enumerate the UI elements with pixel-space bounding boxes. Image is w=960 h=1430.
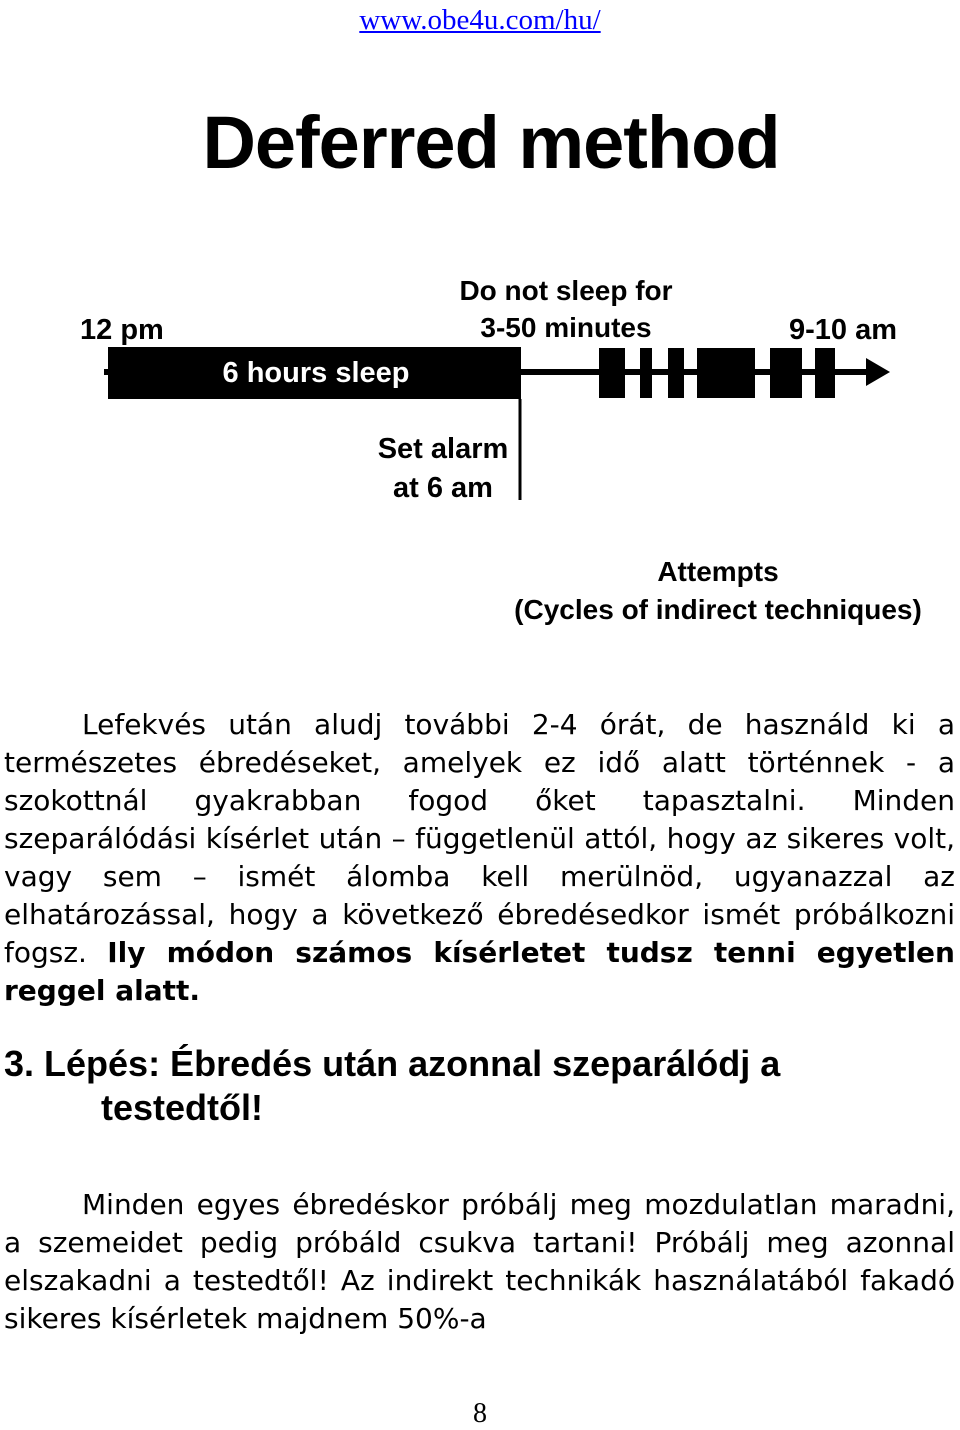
deferred-method-timeline <box>0 250 960 640</box>
pause-label-line2: 3-50 minutes <box>480 312 652 343</box>
attempt-block <box>770 348 802 398</box>
header-url[interactable]: www.obe4u.com/hu/ <box>359 4 601 36</box>
paragraph-text: Lefekvés után aludj további 2-4 órát, de használd ki a természetes ébredéseket, amelyek ez idő alatt történnek - a szokottnál gyakrabban fogod őket tapasztalni. Minden szeparálódási kísérlet után – függetlenül attól, hogy az sikeres volt, vagy sem – ismét álomba kell merülnöd, ugyanazzal az elhatározással, hogy a következő ébredésedkor ismét próbálkozni fogsz. <box>4 708 955 969</box>
alarm-label-line1: Set alarm <box>377 433 509 465</box>
figure-title: Deferred method <box>202 101 780 184</box>
attempts-label-line1: Attempts <box>657 556 779 587</box>
pause-label-line1: Do not sleep for <box>459 275 673 306</box>
paragraph-text: Minden egyes ébredéskor próbálj meg mozdulatlan maradni, a szemeidet pedig próbáld csukva tartani! Próbálj meg azonnal elszakadni a testedtől! Az indirekt technikák használatából fakadó sikeres kísérletek majdnem 50%-a <box>4 1188 955 1335</box>
page-number: 8 <box>473 1398 487 1429</box>
step-3-heading-line2: testedtől! <box>101 1087 263 1128</box>
attempt-block <box>697 348 755 398</box>
start-time-label: 12 pm <box>80 314 164 346</box>
timeline-arrowhead <box>866 358 890 386</box>
attempt-block <box>599 348 625 398</box>
paragraph-bold-emphasis: Ily módon számos kísérletet tudsz tenni egyetlen reggel alatt. <box>4 936 955 1007</box>
step-3-heading <box>4 1042 944 1130</box>
paragraph-step-3 <box>4 1186 955 1338</box>
sleep-block-label: 6 hours sleep <box>222 357 410 389</box>
attempt-block <box>815 348 835 398</box>
paragraph-deferred-method <box>4 706 955 1010</box>
step-3-heading-line1: 3. Lépés: Ébredés után azonnal szeparálódj a <box>4 1043 781 1084</box>
attempt-block <box>640 348 652 398</box>
attempts-label-line2: (Cycles of indirect techniques) <box>514 594 922 625</box>
attempt-block <box>668 348 684 398</box>
end-time-label: 9-10 am <box>788 314 898 346</box>
alarm-label-line2: at 6 am <box>393 472 493 504</box>
